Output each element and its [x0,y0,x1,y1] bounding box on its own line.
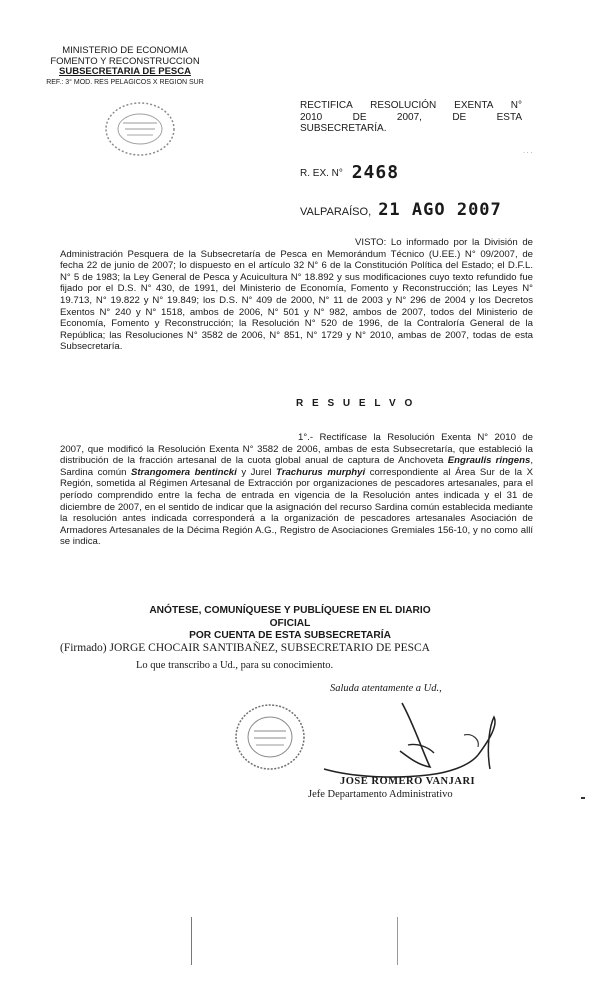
reference-block [300,100,522,135]
transcription-line: Lo que transcribo a Ud., para su conocimiento. [136,660,334,671]
office-stamp-seal [95,98,185,160]
header-line-3: SUBSECRETARIA DE PESCA [59,66,191,77]
header-line-1: MINISTERIO DE ECONOMIA [62,45,188,56]
vistos-paragraph [60,237,533,353]
header-line-2: FOMENTO Y RECONSTRUCCION [50,55,200,67]
article-1-lead: 1°.- [298,432,314,443]
date-stamp: 21 AGO 2007 [378,200,502,220]
article-1-text-3: y Jurel [236,466,277,478]
signer-title: Jefe Departamento Administrativo [308,789,453,800]
punch-mark: · · · [523,150,533,156]
place-and-date [300,200,502,220]
reference-line-3: SUBSECRETARÍA. [300,123,387,134]
resuelvo-heading: R E S U E L V O [296,398,416,409]
vistos-text: Lo informado por la División de Administración Pesquera de la Subsecretaría de Pesca en Memorándum Técnico (U.EE.) N° 09/2007, de fecha 22 de junio de 2007; lo dispuesto en el artículo 32 N° 6 de la Constitución Política del Estado; el D.F.L. N° 5 de 1983; la Ley General de Pesca y Acuicultura N° 18.892 y sus modificaciones cuyo texto refundido fue fijado por el D.S. N° 430, de 1991, del Ministerio de Economía, Fomento y Reconstrucción; las Leyes N° 19.713, N° 19.822 y N° 19.849; los D.S. N° 409 de 2000, N° 11 de 2003 y N° 296 de 2004 y los Decretos Exentos N° 240 y N° 1518, ambos de 2006, N° 501 y N° 982, ambos de 2007, todos del Ministerio de Economía, Fomento y Reconstrucción; la Resolución N° 520 de 1996, de la Contraloría General de la República; las Resoluciones N° 3582 de 2006, N° 851, N° 1729 y N° 2010, ambas de 2007, todas de esta Subsecretaría. [60,237,533,353]
signer-name: JOSE ROMERO VANJARI [340,776,476,787]
article-1-text-1: Rectifícase la Resolución Exenta N° 2010 de 2007, que modificó la Resolución Exenta N° 3582 de 2006, ambas de esta Subsecretaría, que estableció la distribución de la fracción artesanal de la cuota global anual de captura de Anchoveta [60,432,533,467]
species-name-2: Strangomera bentincki [130,466,237,478]
article-1-paragraph [60,432,533,548]
closing-line-2: POR CUENTA DE ESTA SUBSECRETARÍA [189,630,391,641]
scan-artifact-line [397,917,398,965]
resolution-number-label: R. EX. N° [300,168,343,179]
header-reference-line: REF.: 3° MOD. RES PELAGICOS X REGION SUR [46,78,204,86]
place: VALPARAÍSO, [300,206,372,218]
resolution-number-value: 2468 [351,162,400,183]
resolution-number [300,160,399,181]
closing-formula [130,605,450,643]
signed-by-line: (Firmado) JORGE CHOCAIR SANTIBAÑEZ, SUBSECRETARIO DE PESCA [60,642,430,654]
article-1-text-4: correspondiente al Área Sur de la X Región, sometida al Régimen Artesanal de Extracción por organizaciones de pescadores artesanales, para el período comprendido entre la fecha de entrada en vigencia de la Resolución antes indicada y el 31 de diciembre de 2007, en el sentido de indicar que la asignación del recurso Sardina común establecida mediante la resolución antes indicada corresponderá a la organización de pescadores artesanales Asociación de Armadores Artesanales de la Décima Región A.G., Registro de Asociaciones Gremiales 156-10, y no como allí se indica. [60,466,533,548]
signature-and-seal [232,695,522,785]
species-name-1: Engraulis ringens [447,455,531,467]
article-1-text-2: , Sardina común [60,455,533,478]
salutation: Saluda atentamente a Ud., [330,683,442,694]
ministry-header [30,46,220,87]
vistos-lead: VISTO: [355,237,387,248]
closing-line-1: ANÓTESE, COMUNÍQUESE Y PUBLÍQUESE EN EL DIARIO OFICIAL [149,605,431,629]
scan-artifact-line [191,917,192,965]
species-name-3: Trachurus murphyi [276,466,366,478]
reference-line-1: RECTIFICA RESOLUCIÓN EXENTA N° [300,100,522,111]
scan-artifact-dot [581,797,585,799]
reference-line-2: 2010 DE 2007, DE ESTA [300,111,522,123]
